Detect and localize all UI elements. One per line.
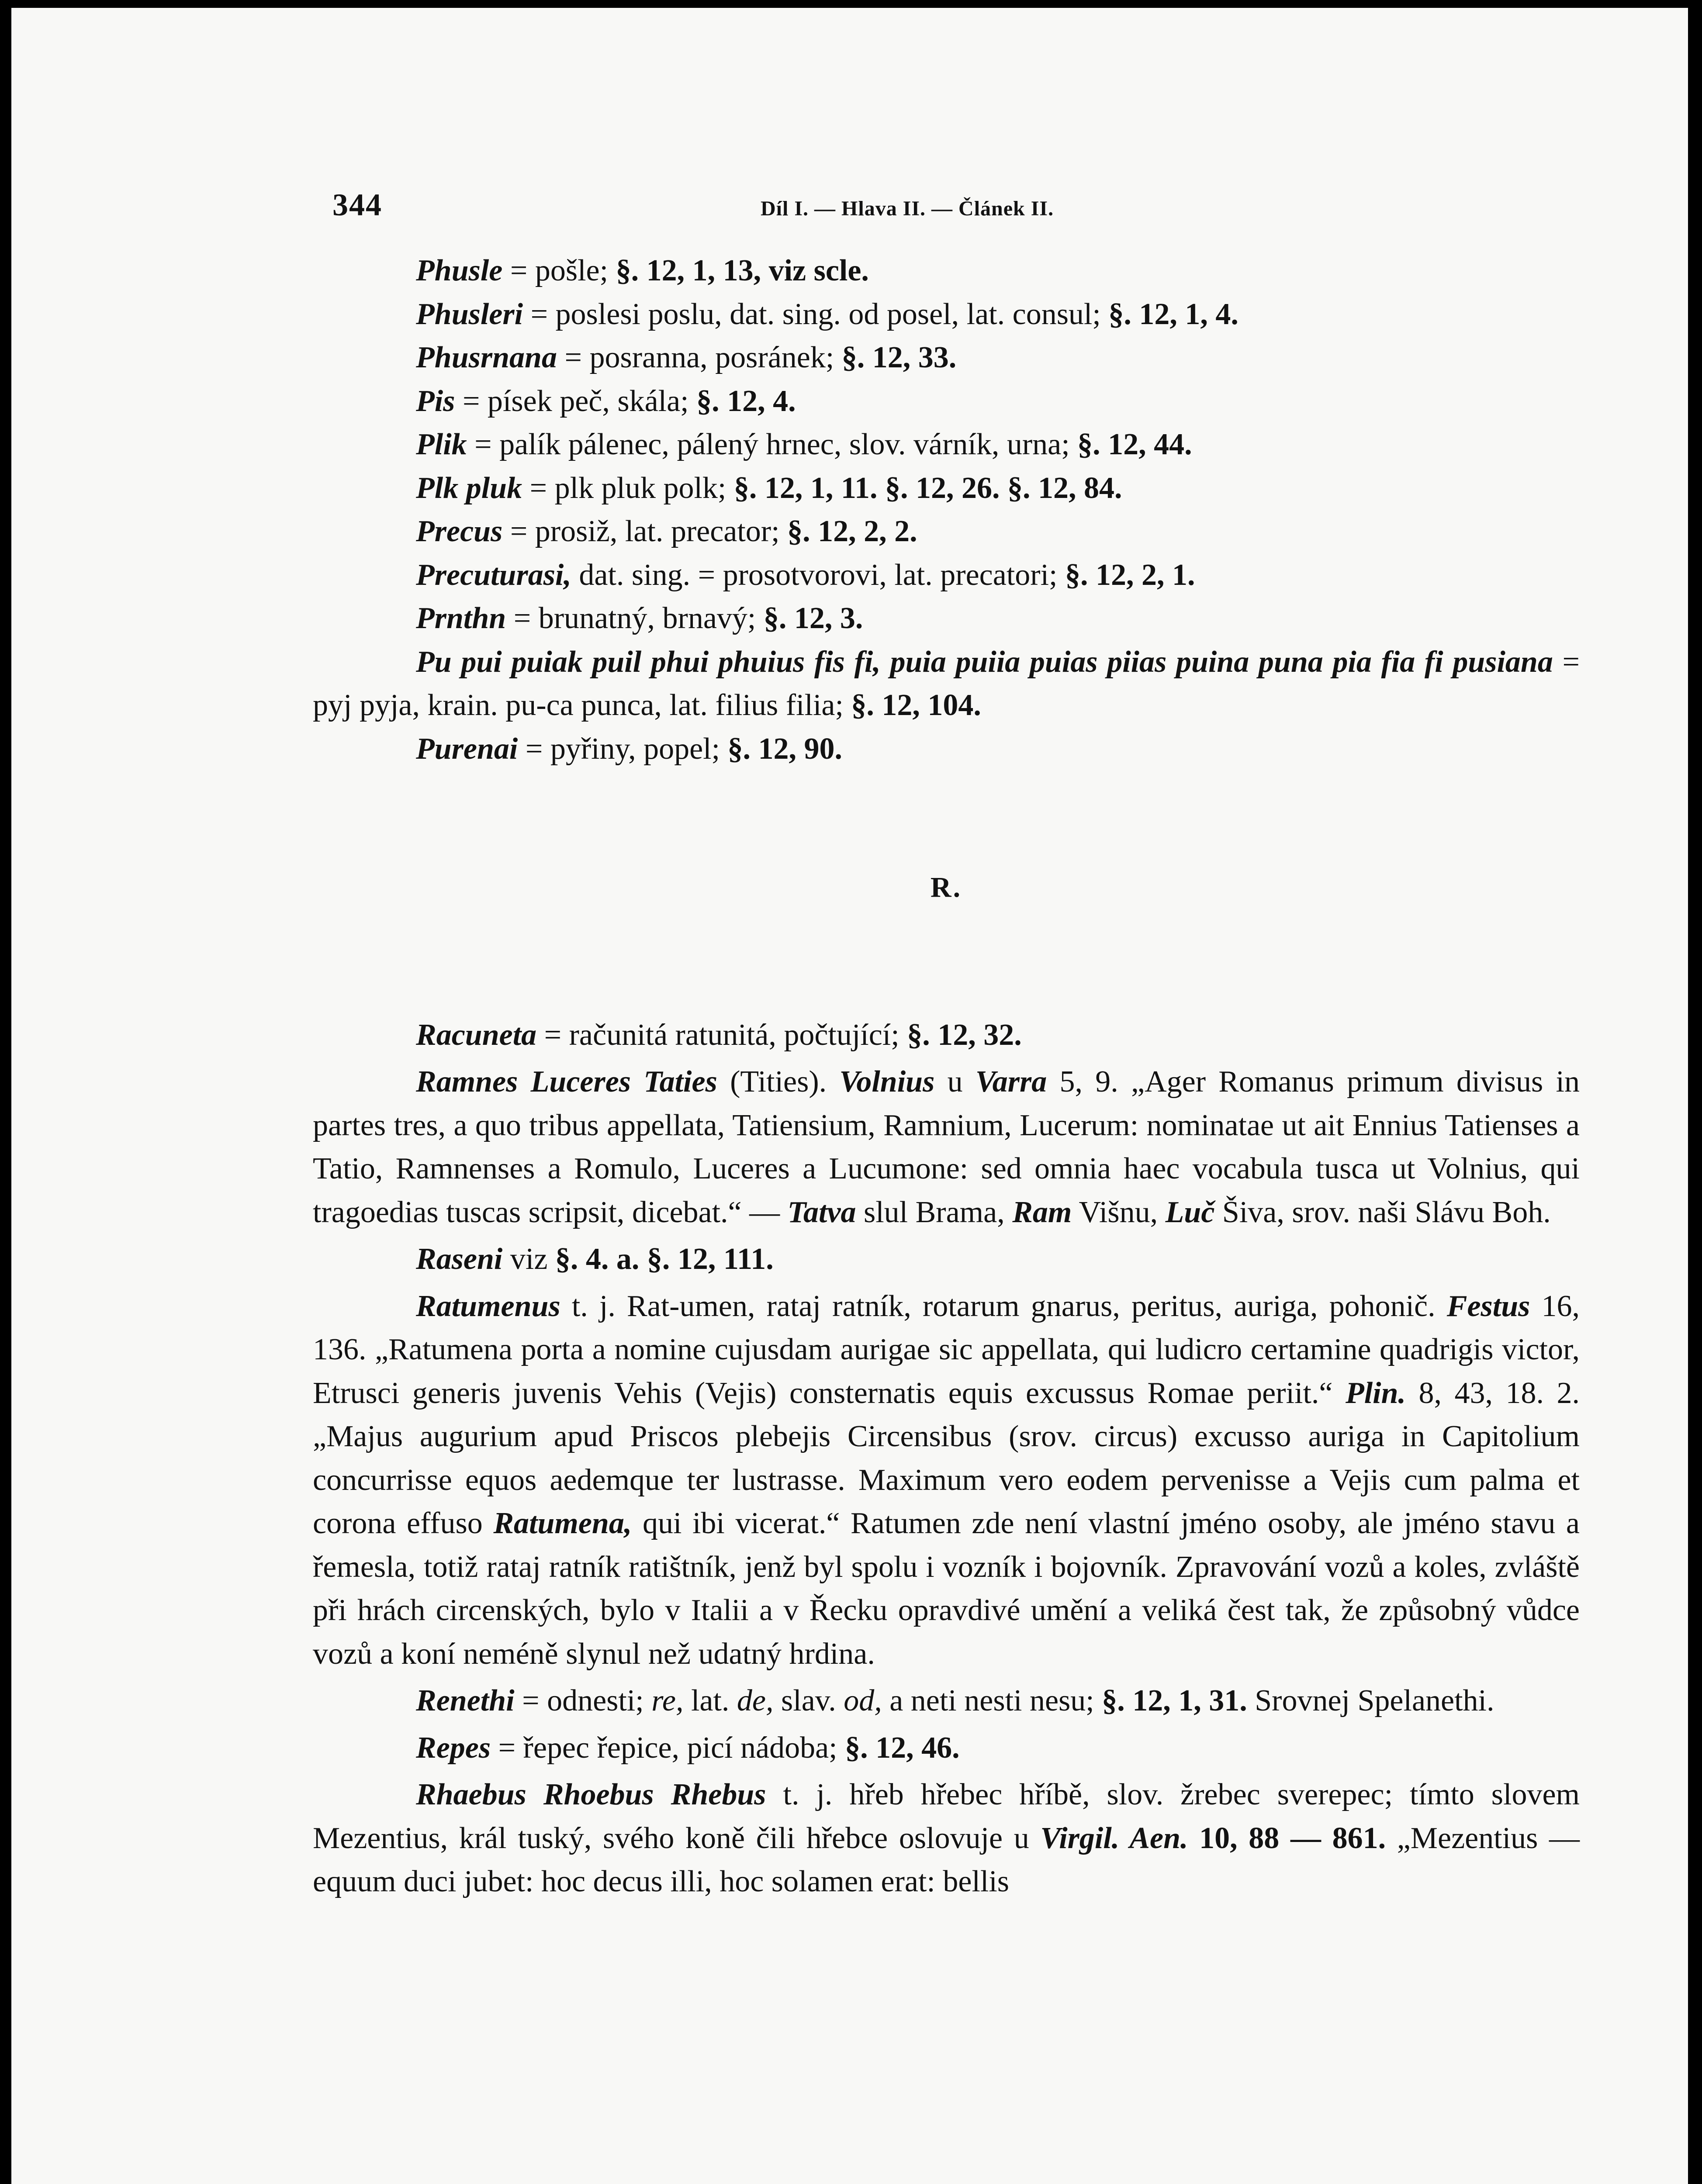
entry-pis <box>313 380 1580 423</box>
text: a neti nesti nesu; <box>882 1684 1102 1717</box>
emphasis: re, <box>651 1684 684 1717</box>
text: 5, 9. „Ager Romanus primum divisus in partes tres, a quo tribus appellata, Tatiensium, Ramnium, Lucerum: nominatae ut ait Ennius Tatienses a Tatio, Ramnenses a Romulo, Luceres a Lucumone: sed omnia haec vocabula tusca ut Volnius, qui tragoedias tuscas scripsit, dicebat.“ — <box>313 1065 1580 1229</box>
entry-pu <box>313 640 1580 727</box>
headword: Raseni <box>416 1242 503 1276</box>
entry-precus <box>313 510 1580 553</box>
page <box>11 8 1688 2184</box>
definition: viz <box>502 1242 555 1276</box>
running-head <box>332 187 1145 235</box>
reference: §. 12, 46. <box>845 1731 960 1765</box>
text: 8, 43, 18. 2. „Majus augurium apud Priscos plebejis Circensibus (srov. circus) excusso auriga in Capitolium concurrisse equos aedemque ter lustrasse. Maximum vero eodem pervenisse a Vejis cum palma et corona effuso <box>313 1376 1580 1540</box>
text: Višnu, <box>1072 1195 1166 1229</box>
dictionary-entries <box>313 249 1580 1904</box>
entry-plik <box>313 423 1580 467</box>
reference: §. 12, 2, 2. <box>787 515 917 548</box>
reference: §. 12, 104. <box>851 688 981 722</box>
headword: Purenai <box>416 732 518 766</box>
definition: dat. sing. = prosotvorovi, lat. precatori; <box>571 558 1065 592</box>
reference: §. 12, 2, 1. <box>1065 558 1195 592</box>
reference: §. 12, 1, 11. §. 12, 26. §. 12, 84. <box>733 471 1122 505</box>
running-title: Díl I. — Hlava II. — Článek II. <box>761 197 1054 220</box>
author-name: Virgil. Aen. <box>1040 1821 1188 1855</box>
author-name: Volnius <box>839 1065 935 1099</box>
headword: Prnthn <box>416 601 506 635</box>
reference: §. 4. a. §. 12, 111. <box>555 1242 774 1276</box>
headword: Pis <box>416 384 455 418</box>
text: slav. <box>773 1684 844 1717</box>
text: lat. <box>683 1684 737 1717</box>
definition: = prosiž, lat. precator; <box>502 515 788 548</box>
headword: Ratumenus <box>416 1289 560 1323</box>
entry-precuturasi <box>313 553 1580 597</box>
definition: = řepec řepice, picí nádoba; <box>491 1731 845 1765</box>
definition: = poslesi poslu, dat. sing. od posel, lat. consul; <box>523 297 1109 331</box>
definition: = pyj pyja, krain. pu-ca punca, lat. filius filia; <box>313 645 1580 722</box>
definition: = posranna, posránek; <box>557 341 842 374</box>
definition: = palík pálenec, pálený hrnec, slov. várník, urna; <box>467 428 1078 461</box>
text: t. j. Rat-umen, rataj ratník, rotarum gnarus, peritus, auriga, pohonič. <box>560 1289 1447 1323</box>
headword: Plik <box>416 428 467 461</box>
reference: §. 12, 90. <box>727 732 843 766</box>
headword: Racuneta <box>416 1018 537 1052</box>
emphasis: Luč <box>1165 1195 1215 1229</box>
headword: Precuturasi, <box>416 558 571 592</box>
reference: §. 12, 1, 31. <box>1102 1684 1247 1717</box>
text: 16, 136. „Ratumena porta a nomine cujusdam aurigae sic appellata, qui ludicro certamine quadrigis victor, Etrusci generis juvenis Vehis (Vejis) consternatis equis excussus Romae periit.“ <box>313 1289 1580 1410</box>
headword: Rhaebus Rhoebus Rhebus <box>416 1778 766 1811</box>
definition: = računitá ratunitá, počtující; <box>536 1018 907 1052</box>
emphasis: Tatva <box>787 1195 856 1229</box>
text: t. j. hřeb hřebec hříbě, slov. žrebec sverepec; tímto slovem Mezentius, král tuský, svého koně čili hřebce oslovuje u <box>313 1778 1580 1855</box>
text: Šiva, srov. naši Slávu Boh. <box>1214 1195 1551 1229</box>
section-letter: R. <box>930 871 962 903</box>
reference: 10, 88 — 861. <box>1199 1821 1386 1855</box>
headword: Renethi <box>416 1684 515 1717</box>
emphasis: Ratumena, <box>493 1507 632 1540</box>
definition: = pyřiny, popel; <box>518 732 728 766</box>
author-name: Plin. <box>1345 1376 1406 1410</box>
definition: = brunatný, brnavý; <box>506 601 764 635</box>
emphasis: de, <box>737 1684 774 1717</box>
author-name: Varra <box>975 1065 1047 1099</box>
reference: §. 12, 32. <box>907 1018 1022 1052</box>
author-name: Festus <box>1446 1289 1530 1323</box>
entry-raseni <box>313 1237 1580 1281</box>
reference: §. 12, 33. <box>841 341 957 374</box>
text: u <box>934 1065 976 1099</box>
emphasis: od, <box>844 1684 882 1717</box>
headword: Pu pui puiak puil phui phuius fis fi, puia puiia puias piias puina puna pia fia fi pusiana <box>416 645 1553 679</box>
entry-phusle <box>313 249 1580 293</box>
entry-ratumenus <box>313 1285 1580 1676</box>
headword: Phusle <box>416 254 503 287</box>
headword: Precus <box>416 515 503 548</box>
reference: §. 12, 1, 13, viz scle. <box>616 254 869 287</box>
entry-phusrnana <box>313 336 1580 380</box>
reference: §. 12, 3. <box>763 601 863 635</box>
headword: Repes <box>416 1731 491 1765</box>
entry-repes <box>313 1726 1580 1770</box>
emphasis: Ram <box>1012 1195 1072 1229</box>
text: qui ibi vicerat.“ Ratumen zde není vlastní jméno osoby, ale jméno stavu a řemesla, totiž rataj ratník ratištník, jenž byl spolu i vozník i bojovník. Zpravování vozů a koles, zvláště při hrách circenských, bylo v Italii a v Řecku opravdivé umění a veliká čest tak, že způsobný vůdce vozů a koní neméně slynul než udatný hrdina. <box>313 1507 1580 1671</box>
text: „Mezentius — equum duci jubet: hoc decus illi, hoc solamen erat: bellis <box>313 1821 1580 1898</box>
text <box>1188 1821 1200 1855</box>
headword: Phusrnana <box>416 341 557 374</box>
definition: = plk pluk polk; <box>522 471 734 505</box>
text: (Tities). <box>717 1065 840 1099</box>
page-number: 344 <box>332 187 382 222</box>
entry-purenai <box>313 727 1580 771</box>
definition: = pošle; <box>502 254 616 287</box>
definition: = písek peč, skála; <box>455 384 697 418</box>
headword: Plk pluk <box>416 471 522 505</box>
text: slul Brama, <box>856 1195 1013 1229</box>
reference: §. 12, 4. <box>696 384 796 418</box>
entry-ramnes <box>313 1060 1580 1234</box>
entry-plk-pluk <box>313 467 1580 510</box>
reference: §. 12, 44. <box>1077 428 1192 461</box>
entry-prnthn <box>313 597 1580 640</box>
entry-renethi <box>313 1679 1580 1723</box>
reference: §. 12, 1, 4. <box>1108 297 1238 331</box>
entry-phusleri <box>313 293 1580 336</box>
headword: Phusleri <box>416 297 523 331</box>
headword: Ramnes Luceres Taties <box>416 1065 717 1099</box>
entry-racuneta <box>313 1013 1580 1057</box>
text: = odnesti; <box>514 1684 652 1717</box>
entry-rhaebus <box>313 1773 1580 1904</box>
text: Srovnej Spelanethi. <box>1247 1684 1494 1717</box>
